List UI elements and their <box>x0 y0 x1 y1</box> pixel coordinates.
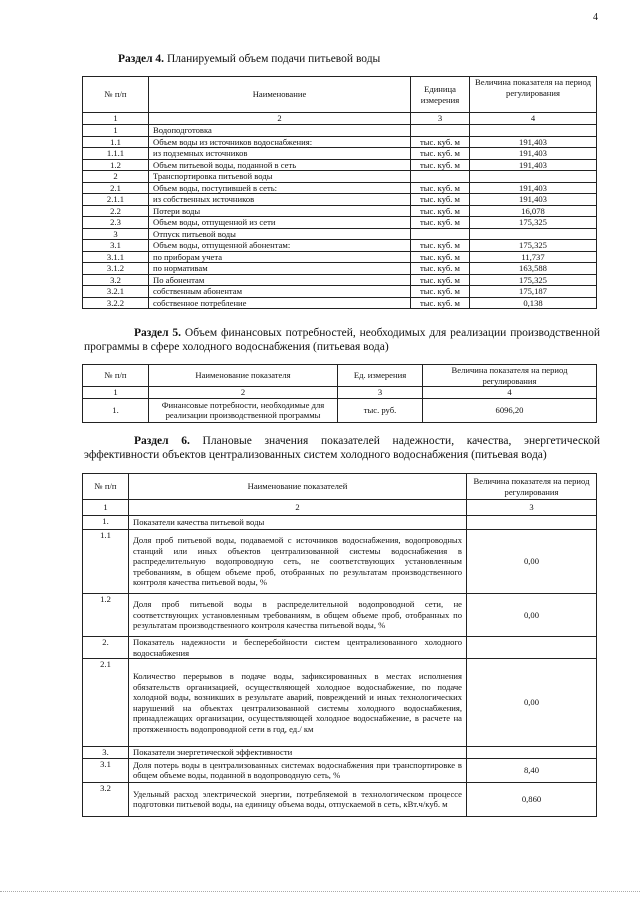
row-unit <box>411 125 470 137</box>
row-number: 3.1 <box>83 758 129 782</box>
row-name: Доля проб питьевой воды в распределительной водопроводной сети, не соответствующих установленным требованиям, в общем объеме проб, отобранных по результатам производственного контроля качества питьевой воды, % <box>129 594 467 637</box>
table-header-row <box>83 77 597 113</box>
column-number-cell: 2 <box>129 500 467 516</box>
column-number-cell: 4 <box>470 113 597 125</box>
header-cell: № п/п <box>83 474 129 500</box>
row-number: 1. <box>83 398 149 422</box>
row-number: 2 <box>83 171 149 183</box>
row-name: Доля потерь воды в централизованных системах водоснабжения при транспортировке в общем объеме воды, поданной в водопроводную сеть, % <box>129 758 467 782</box>
row-name: по нормативам <box>149 263 411 275</box>
row-name: Показатель надежности и бесперебойности систем централизованного холодного водоснабжения <box>129 637 467 659</box>
section-4-table <box>82 76 597 309</box>
table-row <box>83 594 597 637</box>
column-number-cell: 2 <box>149 387 338 399</box>
table-row <box>83 516 597 530</box>
row-value: 0,138 <box>470 297 597 309</box>
row-number: 3.1.1 <box>83 251 149 263</box>
table-row <box>83 659 597 747</box>
column-number-cell: 1 <box>83 500 129 516</box>
row-value: 0,00 <box>467 530 597 594</box>
row-unit: тыс. руб. <box>338 398 423 422</box>
table-row <box>83 228 597 240</box>
row-value: 6096,20 <box>423 398 597 422</box>
row-name: Отпуск питьевой воды <box>149 228 411 240</box>
table-row <box>83 240 597 252</box>
row-number: 1. <box>83 516 129 530</box>
row-number: 2.3 <box>83 217 149 229</box>
page-number: 4 <box>593 12 598 23</box>
row-name: Удельный расход электрической энергии, потребляемой в технологическом процессе подготовки питьевой воды, на единицу объема воды, отпускаемой в сеть, кВт.ч/куб. м <box>129 782 467 816</box>
header-cell: № п/п <box>83 77 149 113</box>
row-number: 3.2.2 <box>83 297 149 309</box>
row-name: Финансовые потребности, необходимые для реализации производственной программы <box>149 398 338 422</box>
table-row <box>83 782 597 816</box>
row-number: 2.1.1 <box>83 194 149 206</box>
header-cell: Наименование <box>149 77 411 113</box>
row-name: по приборам учета <box>149 251 411 263</box>
row-name: Объем воды, отпущенной абонентам: <box>149 240 411 252</box>
header-cell: Величина показателя на период регулирования <box>423 365 597 387</box>
table-row <box>83 286 597 298</box>
table-row <box>83 125 597 137</box>
row-name: Объем воды, отпущенной из сети <box>149 217 411 229</box>
row-number: 2. <box>83 637 129 659</box>
column-number-cell: 3 <box>411 113 470 125</box>
table-row <box>83 182 597 194</box>
row-number: 2.1 <box>83 659 129 747</box>
row-number: 3.2.1 <box>83 286 149 298</box>
row-value <box>470 125 597 137</box>
row-value <box>470 171 597 183</box>
column-number-row <box>83 387 597 399</box>
row-number: 1.2 <box>83 159 149 171</box>
row-number: 2.1 <box>83 182 149 194</box>
row-number: 3.2 <box>83 274 149 286</box>
row-value: 191,403 <box>470 136 597 148</box>
row-unit <box>411 228 470 240</box>
row-number: 3 <box>83 228 149 240</box>
row-unit: тыс. куб. м <box>411 297 470 309</box>
header-cell: Наименование показателя <box>149 365 338 387</box>
header-cell: № п/п <box>83 365 149 387</box>
row-number: 1.2 <box>83 594 129 637</box>
row-number: 3. <box>83 747 129 759</box>
row-value: 175,325 <box>470 240 597 252</box>
column-number-cell: 1 <box>83 387 149 399</box>
row-name: Объем питьевой воды, поданной в сеть <box>149 159 411 171</box>
header-cell: Наименование показателей <box>129 474 467 500</box>
row-value: 0,00 <box>467 659 597 747</box>
row-name: По абонентам <box>149 274 411 286</box>
row-name: из собственных источников <box>149 194 411 206</box>
row-name: Количество перерывов в подаче воды, зафиксированных в местах исполнения обязательств организацией, осуществляющей холодное водоснабжение, по подаче холодной воды, возникших в результате аварий, повреждений и иных технологических нарушений на объектах централизованной системы холодного водоснабжения, принадлежащих организации, осуществляющей холодное водоснабжение, в расчете на протяженность водопроводной сети в год, ед./ км <box>129 659 467 747</box>
row-value <box>470 228 597 240</box>
row-value <box>467 747 597 759</box>
row-value: 11,737 <box>470 251 597 263</box>
row-name: собственное потребление <box>149 297 411 309</box>
table-header-row <box>83 474 597 500</box>
table-row <box>83 398 597 422</box>
row-unit: тыс. куб. м <box>411 182 470 194</box>
row-value: 0,00 <box>467 594 597 637</box>
row-value: 191,403 <box>470 148 597 160</box>
row-number: 1 <box>83 125 149 137</box>
row-unit: тыс. куб. м <box>411 251 470 263</box>
column-number-cell: 4 <box>423 387 597 399</box>
row-name: Потери воды <box>149 205 411 217</box>
table-row <box>83 263 597 275</box>
table-row <box>83 159 597 171</box>
row-name: Объем воды, поступившей в сеть: <box>149 182 411 194</box>
row-unit: тыс. куб. м <box>411 286 470 298</box>
row-unit: тыс. куб. м <box>411 136 470 148</box>
row-value: 175,325 <box>470 274 597 286</box>
column-number-cell: 1 <box>83 113 149 125</box>
row-unit: тыс. куб. м <box>411 194 470 206</box>
row-unit: тыс. куб. м <box>411 148 470 160</box>
column-number-cell: 3 <box>467 500 597 516</box>
table-row <box>83 251 597 263</box>
row-value: 175,325 <box>470 217 597 229</box>
row-number: 3.1.2 <box>83 263 149 275</box>
row-value: 0,860 <box>467 782 597 816</box>
table-row <box>83 171 597 183</box>
row-value: 191,403 <box>470 194 597 206</box>
row-value <box>467 516 597 530</box>
section-4-title: Раздел 4. Планируемый объем подачи питьевой воды <box>118 53 381 65</box>
column-number-row <box>83 500 597 516</box>
table-row <box>83 747 597 759</box>
table-row <box>83 217 597 229</box>
table-row <box>83 637 597 659</box>
section-6-title: Раздел 6. Плановые значения показателей надежности, качества, энергетической эффективности объектов централизованных систем холодного водоснабжения (питьевая вода) <box>84 435 600 461</box>
table-row <box>83 205 597 217</box>
row-name: Объем воды из источников водоснабжения: <box>149 136 411 148</box>
table-row <box>83 274 597 286</box>
row-value <box>467 637 597 659</box>
row-value: 16,078 <box>470 205 597 217</box>
row-unit <box>411 171 470 183</box>
table-row <box>83 530 597 594</box>
row-unit: тыс. куб. м <box>411 159 470 171</box>
table-row <box>83 194 597 206</box>
row-name: Транспортировка питьевой воды <box>149 171 411 183</box>
row-number: 3.1 <box>83 240 149 252</box>
table-row <box>83 758 597 782</box>
row-name: Показатели энергетической эффективности <box>129 747 467 759</box>
header-cell: Величина показателя на период регулирования <box>470 77 597 113</box>
row-name: из подземных источников <box>149 148 411 160</box>
row-unit: тыс. куб. м <box>411 274 470 286</box>
column-number-row <box>83 113 597 125</box>
section-6-table <box>82 473 597 817</box>
column-number-cell: 2 <box>149 113 411 125</box>
table-row <box>83 297 597 309</box>
row-number: 1.1 <box>83 530 129 594</box>
row-value: 163,588 <box>470 263 597 275</box>
page-bottom-divider <box>0 891 640 892</box>
row-unit: тыс. куб. м <box>411 263 470 275</box>
row-value: 191,403 <box>470 159 597 171</box>
row-value: 175,187 <box>470 286 597 298</box>
row-number: 1.1.1 <box>83 148 149 160</box>
row-unit: тыс. куб. м <box>411 205 470 217</box>
row-unit: тыс. куб. м <box>411 240 470 252</box>
row-value: 8,40 <box>467 758 597 782</box>
header-cell: Единица измерения <box>411 77 470 113</box>
header-cell: Ед. измерения <box>338 365 423 387</box>
row-value: 191,403 <box>470 182 597 194</box>
table-row <box>83 136 597 148</box>
row-name: Водоподготовка <box>149 125 411 137</box>
section-5-title: Раздел 5. Объем финансовых потребностей, необходимых для реализации производственной программы в сфере холодного водоснабжения (питьевая вода) <box>84 327 600 353</box>
row-number: 3.2 <box>83 782 129 816</box>
row-name: Доля проб питьевой воды, подаваемой с источников водоснабжения, водопроводных станций или иных объектов централизованной системы водоснабжения в распределительную водопроводную сеть, не соответствующих установленным требованиям, в общем объеме проб, отобранных по результатам производственного контроля качества питьевой воды, % <box>129 530 467 594</box>
table-row <box>83 148 597 160</box>
row-name: Показатели качества питьевой воды <box>129 516 467 530</box>
table-header-row <box>83 365 597 387</box>
row-number: 1.1 <box>83 136 149 148</box>
section-5-table <box>82 364 597 423</box>
row-name: собственным абонентам <box>149 286 411 298</box>
column-number-cell: 3 <box>338 387 423 399</box>
header-cell: Величина показателя на период регулирования <box>467 474 597 500</box>
row-number: 2.2 <box>83 205 149 217</box>
row-unit: тыс. куб. м <box>411 217 470 229</box>
